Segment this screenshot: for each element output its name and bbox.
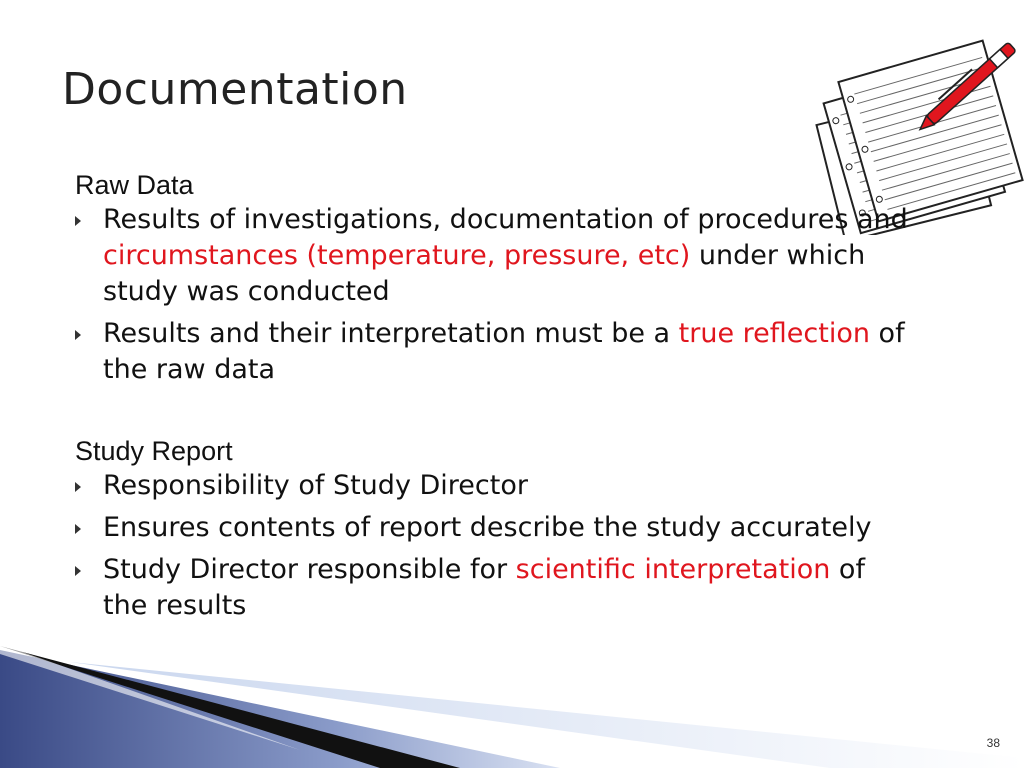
bullet-item [75,510,915,546]
bullet-text: Results of investigations, documentation of procedures and [103,204,908,235]
highlighted-text: scientific interpretation [515,554,831,585]
section-heading: Study Report [75,436,233,466]
bullet-item [75,552,915,624]
section-heading: Raw Data [75,170,194,200]
section-study-report [75,434,915,624]
bullet-item [75,316,915,388]
decorative-swoosh [0,640,1024,768]
bullet-text: Results and their interpretation must be a [103,318,679,349]
bullet-item [75,468,915,504]
section-spacer [75,394,915,434]
bullet-arrow-icon [75,482,81,492]
bullet-arrow-icon [75,330,81,340]
bullet-text: of the raw data [103,318,905,385]
bullet-arrow-icon [75,524,81,534]
slide-title: Documentation [62,64,408,115]
slide-content [75,168,915,630]
page-number: 38 [986,736,1000,750]
highlighted-text: true reflection [678,318,870,349]
bullet-text: under which study was conducted [103,240,866,307]
section-raw-data [75,168,915,388]
bullet-text: Study Director responsible for [103,554,516,585]
bullet-arrow-icon [75,216,81,226]
bullet-text: of the results [103,554,865,621]
bullet-list [75,468,915,624]
bullet-text: Responsibility of Study Director [103,470,528,501]
highlighted-text: circumstances (temperature, pressure, etc) [103,240,691,271]
bullet-arrow-icon [75,566,81,576]
bullet-list [75,202,915,388]
bullet-text: Ensures contents of report describe the study accurately [103,512,872,543]
bullet-item [75,202,915,310]
